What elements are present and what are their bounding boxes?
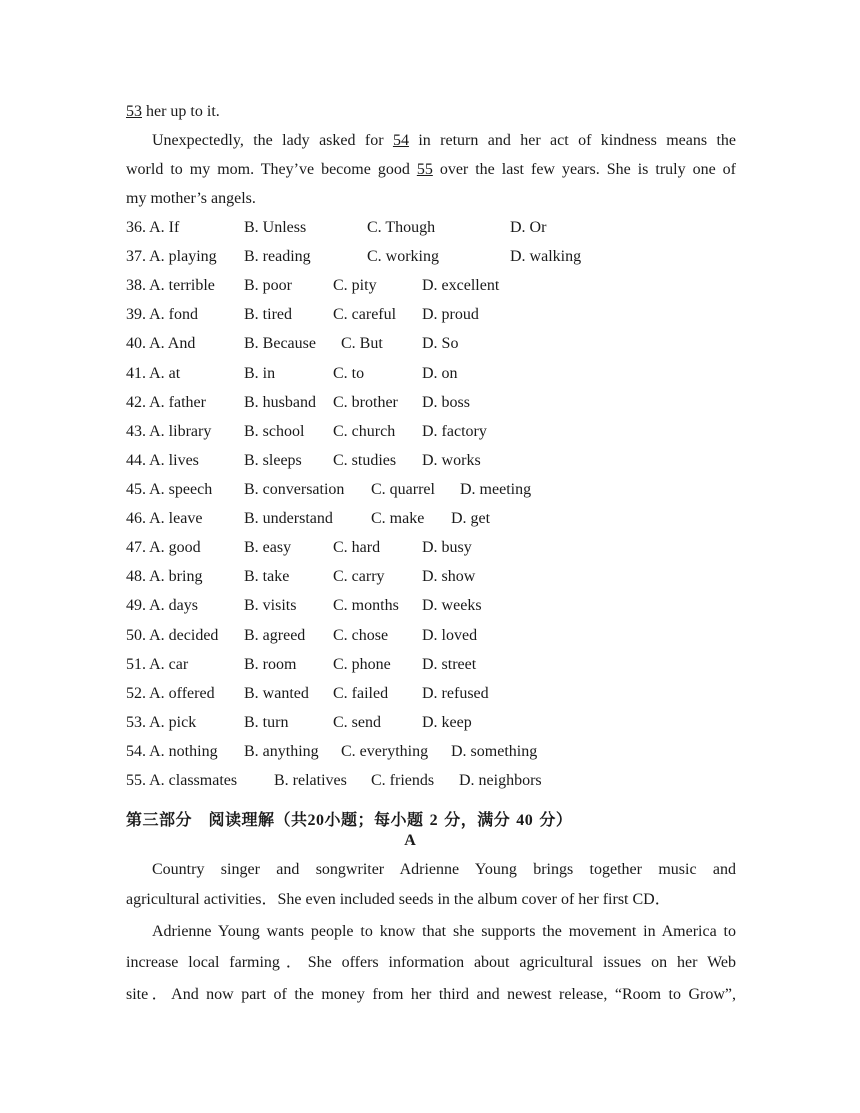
passage-text: over the last few years. She is truly one of <box>432 161 737 178</box>
option-c: C. phone <box>333 656 391 673</box>
option-d: D. works <box>422 452 481 469</box>
option-a: 50. A. decided <box>126 627 219 644</box>
option-b: B. Unless <box>244 219 307 236</box>
question-row <box>126 596 746 616</box>
option-c: C. to <box>333 365 365 382</box>
option-d: D. street <box>422 656 477 673</box>
option-a: 41. A. at <box>126 365 181 382</box>
option-a: 39. A. fond <box>126 306 198 323</box>
question-row <box>126 509 746 529</box>
heading-number: 40 <box>516 812 534 829</box>
question-row <box>126 247 746 267</box>
option-d: D. So <box>422 335 459 352</box>
option-b: B. relatives <box>274 772 347 789</box>
option-c: C. everything <box>341 743 429 760</box>
passage-label: A <box>404 832 416 849</box>
question-row <box>126 655 746 675</box>
passage-text: in return and her act of kindness means the <box>408 132 737 149</box>
option-b: B. visits <box>244 597 297 614</box>
passage-line-1 <box>126 102 220 122</box>
reading-line-1: Country singer and songwriter Adrienne Young brings together music and <box>152 861 736 878</box>
option-b: B. in <box>244 365 276 382</box>
passage-text: Unexpectedly, the lady asked for <box>152 132 393 149</box>
option-c: C. careful <box>333 306 397 323</box>
option-b: B. agreed <box>244 627 306 644</box>
question-row <box>126 771 746 791</box>
option-b: B. take <box>244 568 290 585</box>
option-a: 54. A. nothing <box>126 743 218 760</box>
option-c: C. But <box>341 335 383 352</box>
option-d: D. keep <box>422 714 472 731</box>
blank-53: 53 <box>126 103 142 120</box>
option-a: 46. A. leave <box>126 510 203 527</box>
option-d: D. neighbors <box>459 772 542 789</box>
option-b: B. sleeps <box>244 452 302 469</box>
option-a: 52. A. offered <box>126 685 215 702</box>
option-d: D. busy <box>422 539 472 556</box>
option-d: D. meeting <box>460 481 532 498</box>
passage-line-4: my mother’s angels. <box>126 190 256 207</box>
question-row <box>126 742 746 762</box>
option-c: C. Though <box>367 219 436 236</box>
option-a: 42. A. father <box>126 394 206 411</box>
option-d: D. boss <box>422 394 471 411</box>
option-b: B. anything <box>244 743 319 760</box>
question-row <box>126 276 746 296</box>
option-d: D. Or <box>510 219 547 236</box>
option-c: C. carry <box>333 568 385 585</box>
option-c: C. brother <box>333 394 398 411</box>
option-b: B. room <box>244 656 297 673</box>
option-c: C. chose <box>333 627 389 644</box>
question-row <box>126 713 746 733</box>
option-b: B. reading <box>244 248 311 265</box>
option-a: 44. A. lives <box>126 452 199 469</box>
option-d: D. walking <box>510 248 582 265</box>
option-d: D. show <box>422 568 476 585</box>
option-c: C. failed <box>333 685 389 702</box>
question-row <box>126 393 746 413</box>
blank-54: 54 <box>392 132 409 149</box>
reading-line-4: increase local farming．She offers information about agricultural issues on her Web <box>126 954 736 971</box>
option-d: D. weeks <box>422 597 482 614</box>
option-d: D. get <box>451 510 491 527</box>
passage-text: world to my mom. They’ve become good <box>126 161 417 178</box>
option-c: C. months <box>333 597 399 614</box>
question-row <box>126 218 746 238</box>
option-d: D. excellent <box>422 277 500 294</box>
option-d: D. loved <box>422 627 478 644</box>
question-row <box>126 422 746 442</box>
option-d: D. on <box>422 365 458 382</box>
option-a: 45. A. speech <box>126 481 213 498</box>
passage-line-3 <box>126 160 736 180</box>
option-b: B. understand <box>244 510 333 527</box>
question-row <box>126 480 746 500</box>
heading-number: 2 <box>429 812 439 829</box>
heading-number: 20 <box>307 812 325 829</box>
question-row <box>126 305 746 325</box>
option-b: B. conversation <box>244 481 345 498</box>
option-c: C. pity <box>333 277 377 294</box>
heading-text: 分，满分 <box>444 810 511 829</box>
option-d: D. something <box>451 743 538 760</box>
option-d: D. refused <box>422 685 489 702</box>
option-a: 40. A. And <box>126 335 196 352</box>
option-c: C. church <box>333 423 396 440</box>
option-b: B. wanted <box>244 685 309 702</box>
option-b: B. tired <box>244 306 292 323</box>
question-row <box>126 451 746 471</box>
option-a: 38. A. terrible <box>126 277 215 294</box>
question-row <box>126 567 746 587</box>
question-row <box>126 684 746 704</box>
reading-line-5: site．And now part of the money from her third and newest release, “Room to Grow”, <box>126 986 736 1003</box>
option-a: 47. A. good <box>126 539 201 556</box>
heading-text: 分） <box>539 810 573 829</box>
option-a: 55. A. classmates <box>126 772 238 789</box>
option-d: D. proud <box>422 306 479 323</box>
option-c: C. studies <box>333 452 397 469</box>
option-c: C. make <box>371 510 425 527</box>
question-row <box>126 334 746 354</box>
option-c: C. send <box>333 714 381 731</box>
option-c: C. quarrel <box>371 481 435 498</box>
section-3-heading <box>126 810 572 831</box>
option-a: 48. A. bring <box>126 568 203 585</box>
passage-line-2 <box>152 131 736 151</box>
option-b: B. Because <box>244 335 316 352</box>
passage-text: her up to it. <box>142 103 220 120</box>
reading-line-2: agricultural activities．She even included seeds in the album cover of her first CD． <box>126 891 671 908</box>
option-b: B. husband <box>244 394 316 411</box>
option-a: 53. A. pick <box>126 714 197 731</box>
option-c: C. friends <box>371 772 435 789</box>
heading-text: 第三部分 阅读理解（共 <box>126 810 308 829</box>
option-c: C. working <box>367 248 439 265</box>
option-b: B. turn <box>244 714 289 731</box>
option-a: 37. A. playing <box>126 248 217 265</box>
question-row <box>126 626 746 646</box>
option-b: B. easy <box>244 539 292 556</box>
reading-line-3: Adrienne Young wants people to know that she supports the movement in America to <box>152 923 736 940</box>
blank-55: 55 <box>416 161 433 178</box>
heading-text: 小题；每小题 <box>324 810 424 829</box>
question-row <box>126 364 746 384</box>
option-a: 49. A. days <box>126 597 198 614</box>
option-a: 51. A. car <box>126 656 189 673</box>
option-c: C. hard <box>333 539 381 556</box>
option-a: 43. A. library <box>126 423 212 440</box>
question-row <box>126 538 746 558</box>
option-d: D. factory <box>422 423 487 440</box>
option-a: 36. A. If <box>126 219 180 236</box>
option-b: B. poor <box>244 277 292 294</box>
option-b: B. school <box>244 423 305 440</box>
